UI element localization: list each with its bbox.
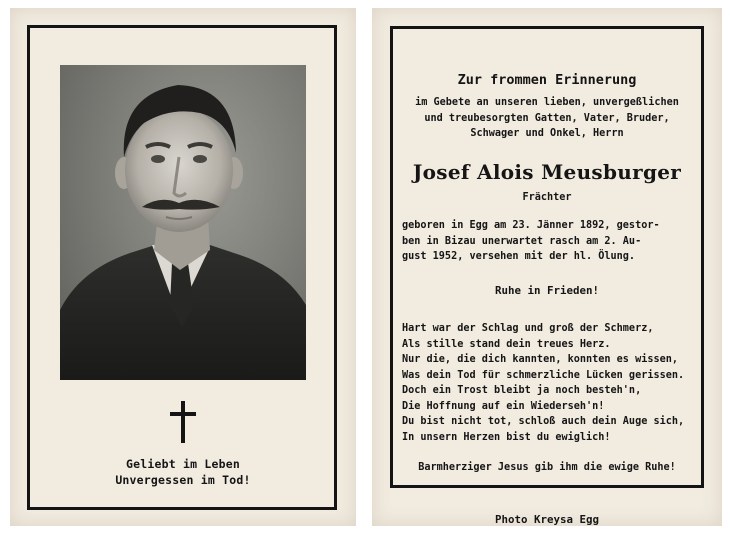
poem-line: In unsern Herzen bist du ewiglich! <box>402 431 611 443</box>
poem-line: Nur die, die dich kannten, konnten es wissen, <box>402 354 679 365</box>
rest-in-peace: Ruhe in Frieden! <box>494 284 599 297</box>
intro-line: Schwager und Onkel, Herrn <box>470 128 624 139</box>
card-title: Zur frommen Erinnerung <box>457 72 637 88</box>
bio-line: geboren in Egg am 23. Jänner 1892, gestor- <box>402 220 660 231</box>
intro-line: im Gebete an unseren lieben, unvergeßlichen <box>415 97 679 108</box>
intro-text <box>402 95 692 142</box>
occupation: Frächter <box>522 192 572 203</box>
memorial-card-back <box>372 8 722 526</box>
prayer: Barmherziger Jesus gib ihm die ewige Ruhe! <box>418 462 676 473</box>
poem <box>402 321 692 445</box>
portrait-photo <box>60 65 306 380</box>
caption <box>40 456 326 488</box>
poem-line: Was dein Tod für schmerzliche Lücken gerissen. <box>402 369 685 381</box>
poem-line: Doch ein Trost bleibt ja noch besteh'n, <box>402 385 642 396</box>
latin-cross-icon <box>168 401 198 443</box>
intro-line: und treubesorgten Gatten, Vater, Bruder, <box>424 112 670 124</box>
caption-line: Geliebt im Leben <box>126 457 240 471</box>
portrait-photo-icon <box>60 65 306 380</box>
biography <box>402 218 692 265</box>
deceased-name: Josef Alois Meusburger <box>412 160 682 184</box>
memorial-card-front <box>10 8 356 526</box>
poem-line: Du bist nicht tot, schloß auch dein Auge sich, <box>402 416 685 427</box>
poem-line: Hart war der Schlag und groß der Schmerz, <box>402 323 654 334</box>
poem-line: Die Hoffnung auf ein Wiederseh'n! <box>402 400 605 412</box>
bio-line: ben in Bizau unerwartet rasch am 2. Au- <box>402 235 642 247</box>
bio-line: gust 1952, versehen mit der hl. Ölung. <box>402 251 636 262</box>
caption-line: Unvergessen im Tod! <box>115 473 251 487</box>
poem-line: Als stille stand dein treues Herz. <box>402 338 611 350</box>
photo-credit: Photo Kreysa Egg <box>494 513 599 526</box>
